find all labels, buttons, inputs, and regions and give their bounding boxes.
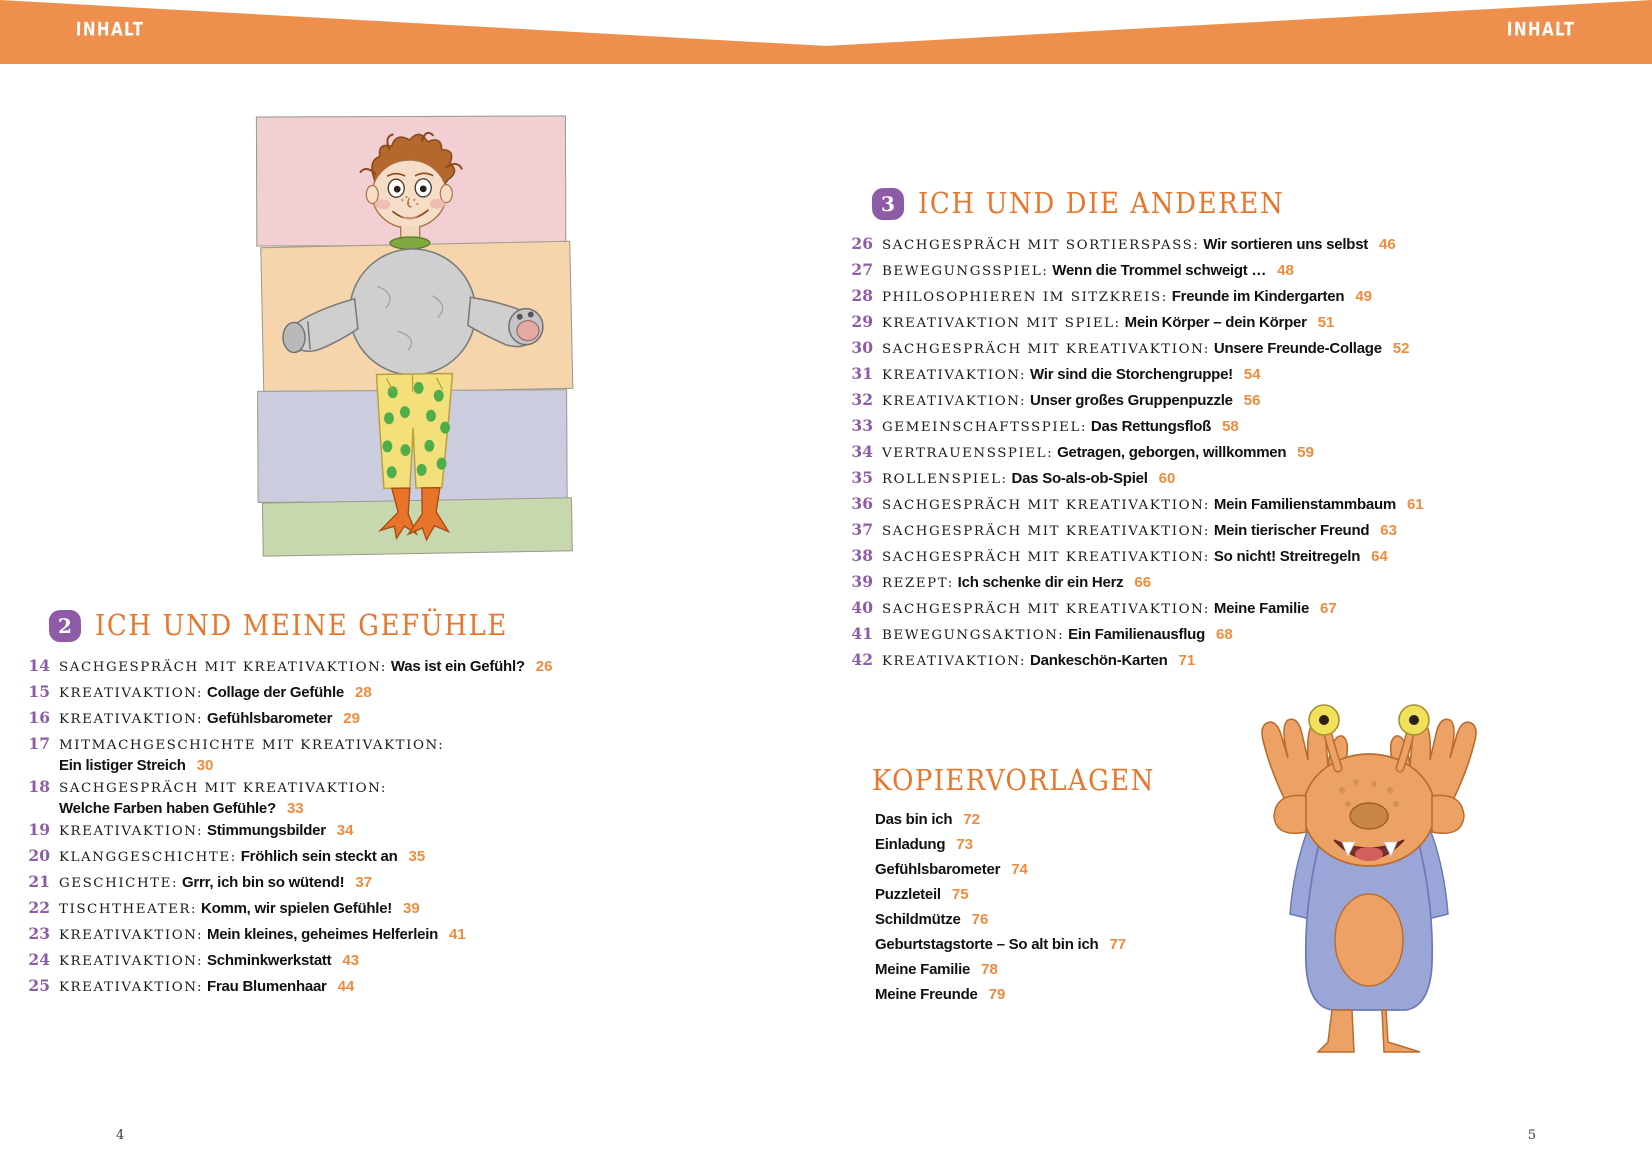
toc-item-number: 30 (851, 338, 873, 357)
toc-row[interactable] (843, 626, 1643, 649)
toc-row[interactable] (20, 978, 810, 1001)
section-heading-3 (872, 188, 1284, 220)
toc-list-chapter-2 (20, 658, 810, 1004)
toc-item-body (59, 711, 810, 727)
toc-item-body (882, 289, 1643, 305)
toc-row[interactable] (843, 418, 1643, 441)
toc-item-body (882, 263, 1643, 279)
toc-row[interactable] (20, 900, 810, 923)
toc-row[interactable] (843, 236, 1643, 259)
toc-item-category: KREATIVAKTION: (59, 686, 204, 701)
toc-item-title: Mein tierischer Freund (1210, 522, 1370, 539)
toc-item-page-number: 71 (1178, 652, 1196, 669)
toc-item-category: KREATIVAKTION: (882, 394, 1027, 409)
kopiervorlagen-page-number: 76 (971, 911, 989, 928)
toc-item-page-number: 39 (403, 900, 420, 917)
kopiervorlagen-row[interactable] (875, 837, 1126, 853)
toc-row[interactable] (843, 288, 1643, 311)
kopiervorlagen-row[interactable] (875, 937, 1126, 953)
toc-item-body (882, 497, 1643, 513)
toc-item-title: Unser großes Gruppenpuzzle (1026, 392, 1233, 409)
toc-row[interactable] (20, 822, 810, 845)
left-page (0, 64, 826, 1169)
kopiervorlagen-row[interactable] (875, 862, 1126, 878)
toc-item-page-number: 44 (337, 978, 355, 995)
toc-item-category: SACHGESPRÄCH MIT KREATIVAKTION: (59, 660, 387, 675)
toc-row[interactable] (20, 874, 810, 897)
toc-item-title: Collage der Gefühle (203, 684, 344, 701)
toc-item-category: SACHGESPRÄCH MIT KREATIVAKTION: (882, 524, 1210, 539)
toc-item-title: Wenn die Trommel schweigt … (1048, 262, 1267, 279)
toc-item-category: KREATIVAKTION: (59, 928, 204, 943)
page-number-right: 5 (1527, 1128, 1536, 1143)
section-heading-2 (49, 610, 508, 642)
toc-row[interactable] (843, 548, 1643, 571)
toc-item-page-number: 33 (286, 800, 304, 817)
toc-item-category: SACHGESPRÄCH MIT KREATIVAKTION: (882, 602, 1210, 617)
monster-figure (1214, 664, 1524, 1054)
toc-item-title: Welche Farben haben Gefühle? (59, 800, 276, 817)
toc-item-body (59, 927, 810, 943)
toc-item-category: MITMACHGESCHICHTE MIT KREATIVAKTION: (59, 738, 445, 753)
toc-item-body (882, 601, 1643, 617)
toc-item-body (882, 419, 1643, 435)
toc-row[interactable] (20, 736, 810, 776)
toc-item-number: 35 (851, 468, 873, 487)
toc-item-page-number: 34 (336, 822, 354, 839)
toc-item-title: Was ist ein Gefühl? (387, 658, 525, 675)
toc-item-page-number: 54 (1243, 366, 1261, 383)
kopiervorlagen-page-number: 72 (963, 811, 980, 828)
toc-item-title: Stimmungsbilder (203, 822, 326, 839)
right-page (826, 64, 1652, 1169)
toc-item-title: Das Rettungsfloß (1087, 418, 1212, 435)
toc-item-page-number: 29 (343, 710, 360, 727)
toc-item-body (882, 393, 1643, 409)
toc-item-body (882, 627, 1643, 643)
toc-row[interactable] (843, 522, 1643, 545)
toc-item-category: KREATIVAKTION: (59, 980, 204, 995)
toc-item-page-number: 67 (1320, 600, 1337, 617)
toc-item-page-number: 64 (1371, 548, 1388, 565)
toc-item-title: So nicht! Streitregeln (1210, 548, 1361, 565)
kopiervorlagen-title: Einladung (875, 836, 946, 853)
toc-item-category: PHILOSOPHIEREN IM SITZKREIS: (882, 290, 1168, 305)
toc-item-page-number: 66 (1134, 574, 1152, 591)
toc-item-number: 16 (28, 708, 50, 727)
toc-item-body (59, 953, 810, 969)
toc-item-title: Ein Familienausflug (1064, 626, 1206, 643)
toc-row[interactable] (843, 392, 1643, 415)
toc-item-title: Gefühlsbarometer (203, 710, 333, 727)
toc-item-body (59, 849, 810, 865)
toc-item-page-number: 60 (1158, 470, 1176, 487)
toc-item-category: BEWEGUNGSAKTION: (882, 628, 1065, 643)
toc-row[interactable] (20, 710, 810, 733)
toc-item-category: BEWEGUNGSSPIEL: (882, 264, 1049, 279)
kopiervorlagen-page-number: 77 (1109, 936, 1127, 953)
page-header-band (0, 0, 1652, 64)
toc-item-body (882, 341, 1643, 357)
kopiervorlagen-page-number: 73 (956, 836, 973, 853)
toc-item-category: KREATIVAKTION: (882, 368, 1027, 383)
header-title-left: INHALT (75, 18, 145, 41)
toc-item-body (59, 875, 810, 891)
toc-item-number: 19 (28, 820, 50, 839)
toc-row[interactable] (843, 340, 1643, 363)
toc-item-title: Komm, wir spielen Gefühle! (197, 900, 393, 917)
toc-item-category: KREATIVAKTION: (882, 654, 1027, 669)
toc-item-title: Ich schenke dir ein Herz (953, 574, 1124, 591)
toc-row[interactable] (843, 574, 1643, 597)
toc-item-title: Getragen, geborgen, willkommen (1053, 444, 1287, 461)
toc-row[interactable] (20, 684, 810, 707)
toc-item-page-number: 59 (1297, 444, 1314, 461)
toc-list-chapter-3 (843, 236, 1643, 678)
toc-item-body (59, 737, 810, 776)
illustration-figure (255, 114, 570, 556)
toc-item-title: Mein Körper – dein Körper (1120, 314, 1307, 331)
kopiervorlagen-page-number: 79 (988, 986, 1006, 1003)
toc-item-title: Wir sind die Storchengruppe! (1026, 366, 1233, 383)
toc-item-body (882, 549, 1643, 565)
toc-item-number: 24 (28, 950, 50, 969)
toc-item-page-number: 63 (1380, 522, 1397, 539)
toc-item-title: Dankeschön-Karten (1026, 652, 1168, 669)
toc-item-page-number: 43 (342, 952, 360, 969)
toc-item-title: Mein Familienstammbaum (1210, 496, 1396, 513)
section-badge-3: 3 (872, 188, 905, 221)
kopiervorlagen-row[interactable] (875, 887, 1126, 903)
toc-item-category: SACHGESPRÄCH MIT KREATIVAKTION: (882, 498, 1210, 513)
toc-row[interactable] (843, 600, 1643, 623)
kopiervorlagen-row[interactable] (875, 962, 1126, 978)
header-title-right: INHALT (1507, 18, 1576, 41)
toc-item-title: Freunde im Kindergarten (1167, 288, 1345, 305)
toc-item-number: 17 (28, 734, 50, 753)
toc-item-category: SACHGESPRÄCH MIT KREATIVAKTION: (882, 342, 1210, 357)
toc-item-number: 18 (28, 777, 50, 796)
kopiervorlagen-title: Schildmütze (875, 911, 961, 928)
kopiervorlagen-row[interactable] (875, 912, 1126, 928)
toc-item-body (882, 575, 1643, 591)
kopiervorlagen-page-number: 78 (981, 961, 998, 978)
section-badge-2: 2 (49, 610, 82, 643)
toc-item-body (882, 237, 1643, 253)
toc-item-page-number: 35 (408, 848, 426, 865)
toc-item-number: 27 (851, 260, 873, 279)
toc-item-page-number: 28 (354, 684, 372, 701)
toc-item-body (59, 685, 810, 701)
toc-item-number: 14 (28, 656, 50, 675)
toc-item-number: 25 (28, 976, 50, 995)
toc-item-body (59, 901, 810, 917)
toc-item-category: ROLLENSPIEL: (882, 472, 1008, 487)
toc-item-number: 32 (851, 390, 873, 409)
toc-item-title: Das So-als-ob-Spiel (1007, 470, 1148, 487)
toc-row[interactable] (20, 926, 810, 949)
toc-item-page-number: 26 (535, 658, 553, 675)
toc-item-number: 23 (28, 924, 50, 943)
toc-row[interactable] (20, 952, 810, 975)
toc-item-body (882, 471, 1643, 487)
toc-item-category: REZEPT: (882, 576, 954, 591)
toc-item-number: 37 (851, 520, 873, 539)
toc-item-number: 22 (28, 898, 50, 917)
toc-item-title: Fröhlich sein steckt an (236, 848, 398, 865)
toc-item-number: 28 (851, 286, 873, 305)
toc-row[interactable] (843, 262, 1643, 285)
toc-item-number: 26 (851, 234, 873, 253)
toc-item-body (882, 315, 1643, 331)
toc-item-title: Unsere Freunde-Collage (1210, 340, 1382, 357)
toc-item-title: Grrr, ich bin so wütend! (178, 874, 345, 891)
header-band-seam (826, 0, 827, 46)
toc-item-category: GEMEINSCHAFTSSPIEL: (882, 420, 1087, 435)
toc-item-page-number: 30 (196, 757, 214, 774)
kopiervorlagen-list (875, 812, 1126, 1012)
toc-row[interactable] (843, 366, 1643, 389)
toc-item-body (59, 780, 810, 819)
kopiervorlagen-title: Geburtstagstorte – So alt bin ich (875, 936, 1099, 953)
toc-item-number: 38 (851, 546, 873, 565)
toc-item-category: KREATIVAKTION: (59, 954, 204, 969)
kopiervorlagen-title: Das bin ich (875, 811, 953, 828)
toc-item-category: VERTRAUENSSPIEL: (882, 446, 1054, 461)
toc-row[interactable] (843, 314, 1643, 337)
toc-item-page-number: 49 (1355, 288, 1372, 305)
toc-item-number: 29 (851, 312, 873, 331)
toc-item-title: Meine Familie (1210, 600, 1310, 617)
kopiervorlagen-title: Gefühlsbarometer (875, 861, 1001, 878)
toc-item-number: 34 (851, 442, 873, 461)
toc-item-number: 39 (851, 572, 873, 591)
toc-item-number: 31 (851, 364, 873, 383)
toc-item-page-number: 68 (1216, 626, 1233, 643)
kopiervorlagen-row[interactable] (875, 987, 1126, 1003)
toc-item-category: KREATIVAKTION: (59, 712, 204, 727)
toc-item-number: 40 (851, 598, 873, 617)
toc-item-body (59, 659, 810, 675)
kopiervorlagen-title: Meine Familie (875, 961, 971, 978)
toc-item-page-number: 48 (1277, 262, 1294, 279)
toc-row[interactable] (843, 470, 1643, 493)
toc-item-category: SACHGESPRÄCH MIT KREATIVAKTION: (882, 550, 1210, 565)
section-title-2: ICH UND MEINE GEFÜHLE (95, 609, 508, 643)
kopiervorlagen-row[interactable] (875, 812, 1126, 828)
cheering-monster-illustration (1214, 664, 1524, 1054)
toc-item-body (882, 367, 1643, 383)
toc-item-body (882, 445, 1643, 461)
toc-item-number: 36 (851, 494, 873, 513)
toc-item-page-number: 61 (1406, 496, 1424, 513)
toc-item-number: 20 (28, 846, 50, 865)
toc-item-number: 42 (851, 650, 873, 669)
section-title-3: ICH UND DIE ANDEREN (918, 187, 1285, 221)
toc-item-page-number: 58 (1222, 418, 1239, 435)
kopiervorlagen-title: Meine Freunde (875, 986, 978, 1003)
toc-item-title: Frau Blumenhaar (203, 978, 327, 995)
toc-item-title: Ein listiger Streich (59, 757, 186, 774)
toc-row[interactable] (843, 496, 1643, 519)
toc-item-title: Mein kleines, geheimes Helferlein (203, 926, 439, 943)
toc-item-number: 21 (28, 872, 50, 891)
toc-item-body (59, 979, 810, 995)
toc-item-body (59, 823, 810, 839)
toc-item-number: 33 (851, 416, 873, 435)
toc-item-category: TISCHTHEATER: (59, 902, 198, 917)
page-number-left: 4 (116, 1128, 125, 1143)
kopiervorlagen-title: Puzzleteil (875, 886, 941, 903)
toc-item-category: SACHGESPRÄCH MIT KREATIVAKTION: (59, 781, 387, 796)
kopiervorlagen-page-number: 74 (1011, 861, 1028, 878)
toc-row[interactable] (20, 658, 810, 681)
toc-row[interactable] (20, 848, 810, 871)
kopiervorlagen-heading: KOPIERVORLAGEN (872, 764, 1155, 798)
toc-item-category: SACHGESPRÄCH MIT SORTIERSPASS: (882, 238, 1200, 253)
toc-item-title: Wir sortieren uns selbst (1199, 236, 1369, 253)
toc-item-page-number: 51 (1317, 314, 1335, 331)
kopiervorlagen-page-number: 75 (951, 886, 969, 903)
toc-item-page-number: 46 (1379, 236, 1396, 253)
toc-item-body (882, 523, 1643, 539)
toc-item-page-number: 52 (1392, 340, 1410, 357)
toc-item-number: 41 (851, 624, 873, 643)
toc-item-page-number: 41 (449, 926, 466, 943)
toc-item-category: KLANGGESCHICHTE: (59, 850, 237, 865)
toc-item-page-number: 37 (355, 874, 373, 891)
toc-item-number: 15 (28, 682, 50, 701)
toc-item-page-number: 56 (1243, 392, 1261, 409)
flipbook-boy-elephant-illustration (255, 114, 570, 556)
toc-item-category: GESCHICHTE: (59, 876, 179, 891)
toc-item-category: KREATIVAKTION: (59, 824, 204, 839)
toc-item-category: KREATIVAKTION MIT SPIEL: (882, 316, 1121, 331)
toc-row[interactable] (20, 779, 810, 819)
toc-row[interactable] (843, 444, 1643, 467)
toc-item-title: Schminkwerkstatt (203, 952, 332, 969)
